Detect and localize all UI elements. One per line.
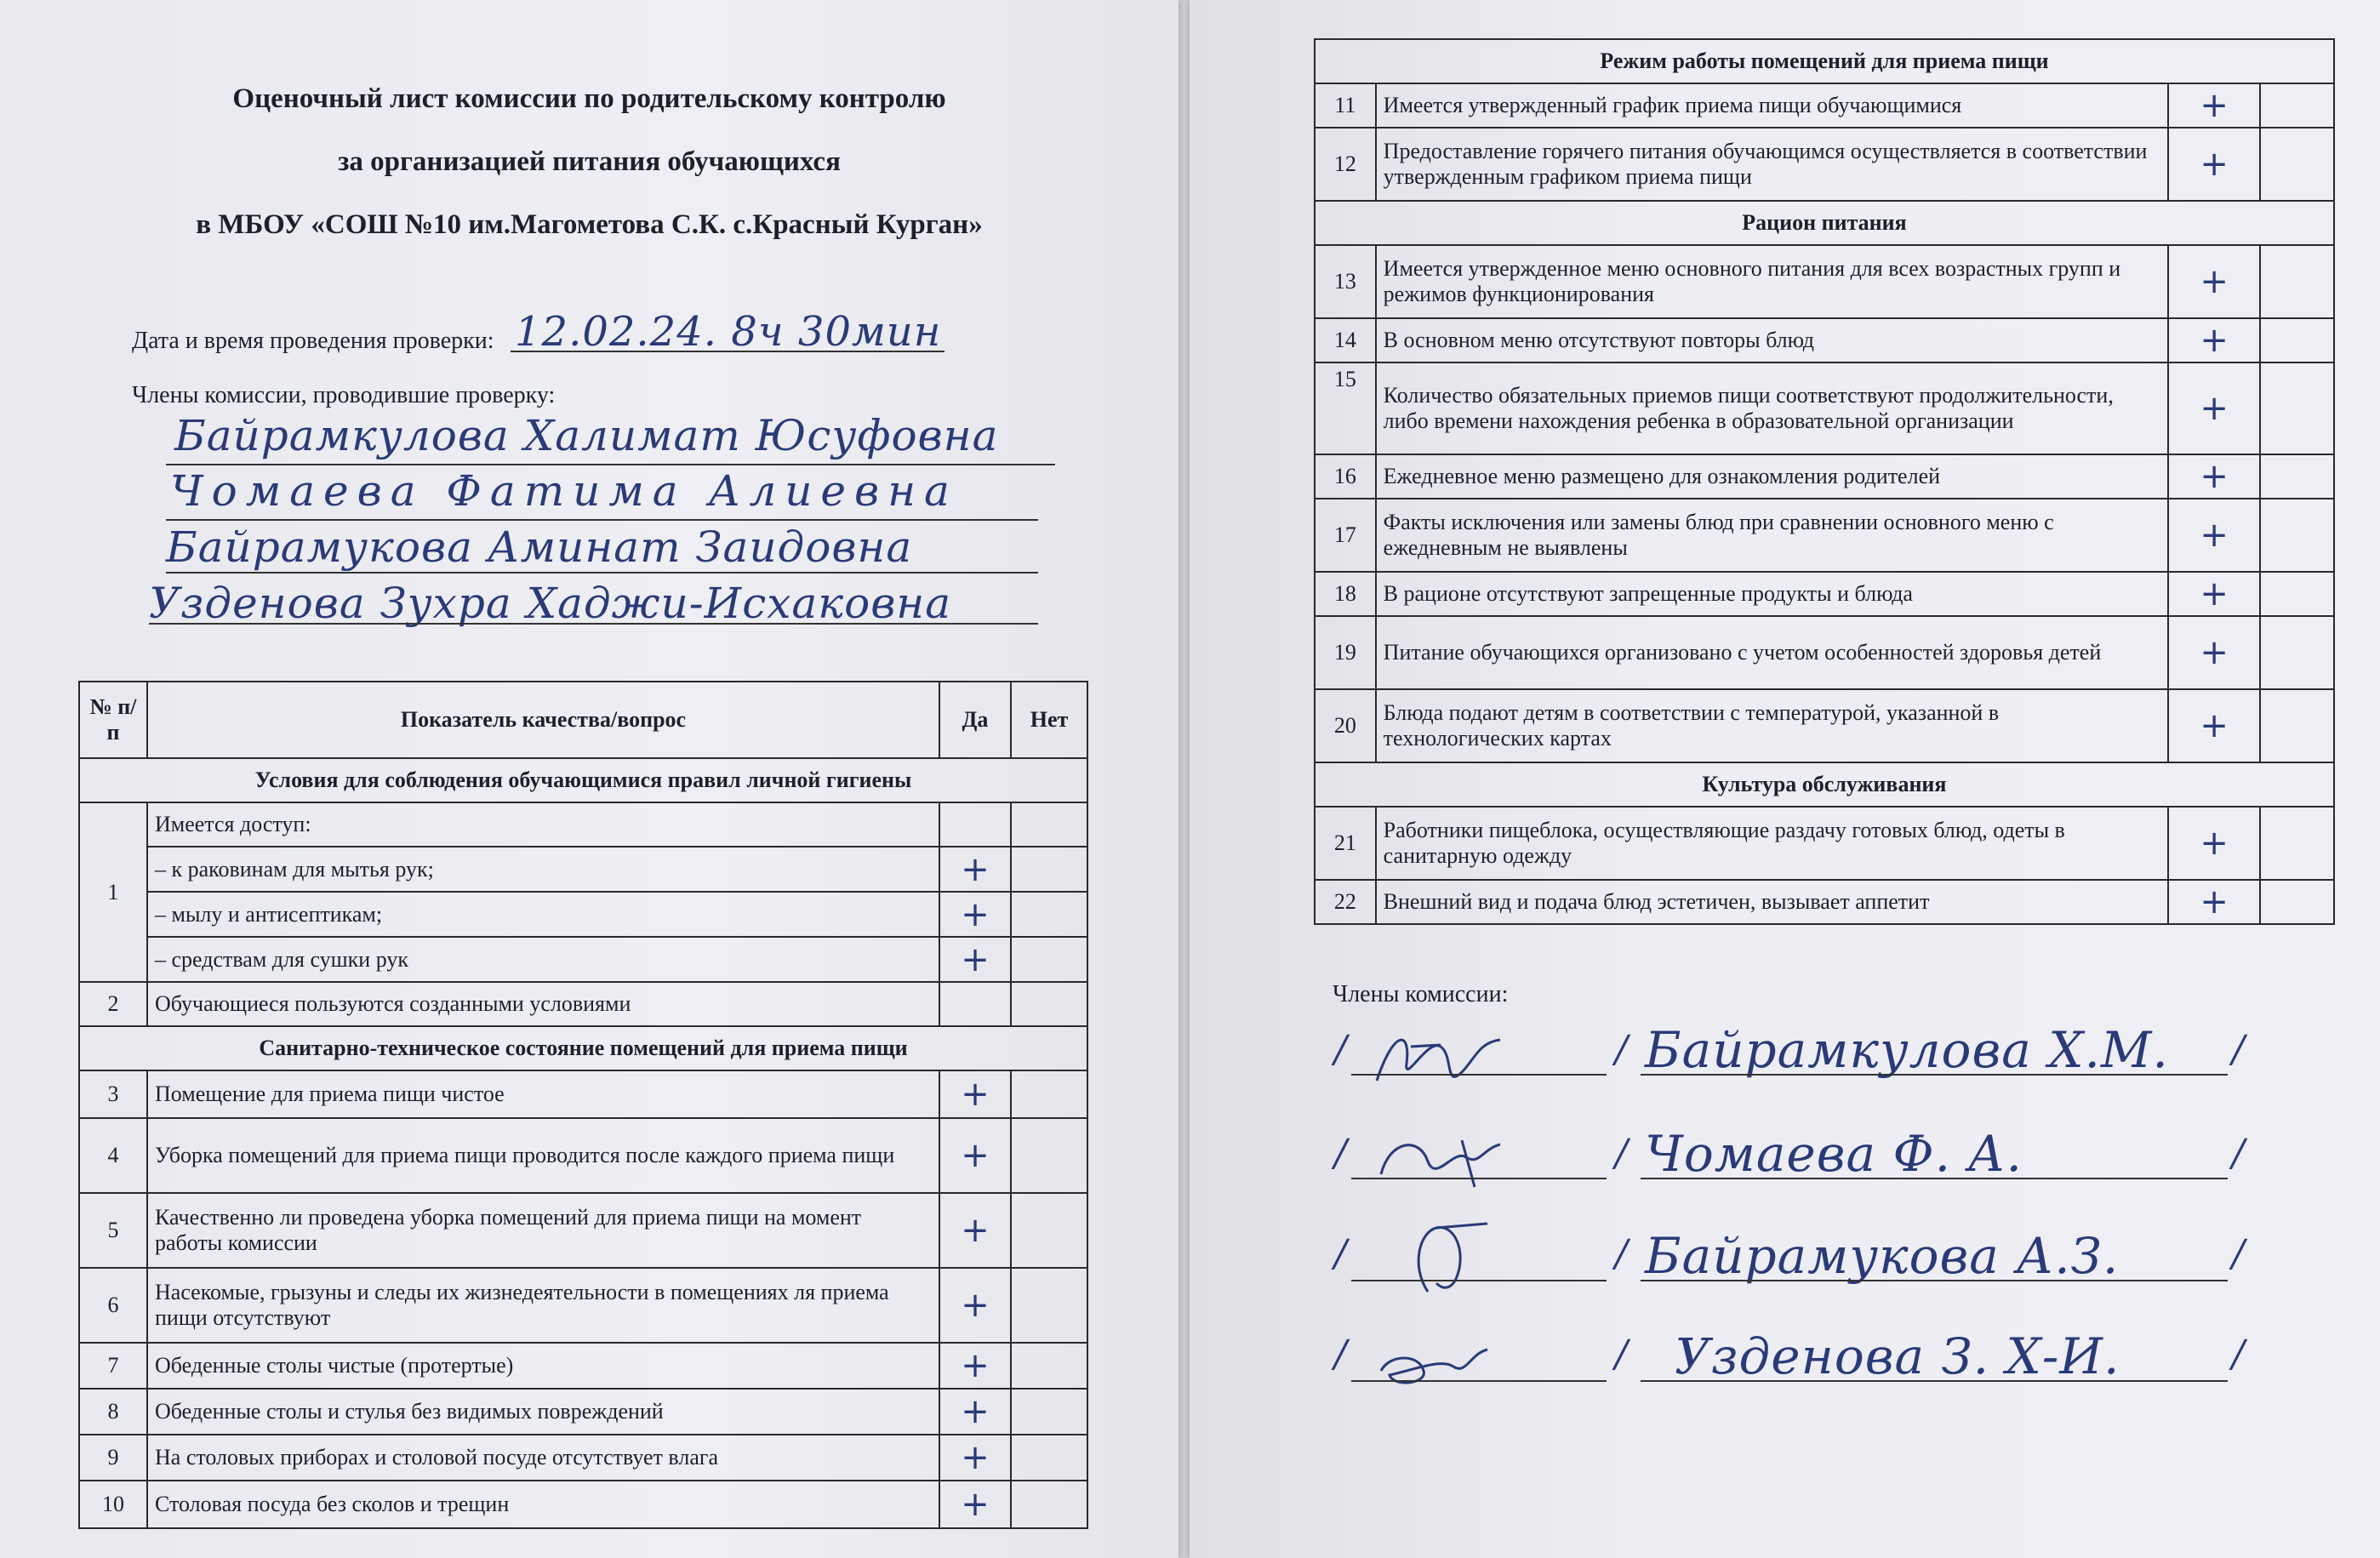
no-cell: [2260, 362, 2334, 454]
col-header-no: Нет: [1011, 682, 1087, 758]
title-line-3: в МБОУ «СОШ №10 им.Магометова С.К. с.Красный Курган»: [196, 209, 983, 240]
row-number: 9: [79, 1435, 147, 1481]
yes-mark: +: [939, 1268, 1011, 1343]
yes-mark: +: [2168, 318, 2260, 362]
row-question: В основном меню отсутствуют повторы блюд: [1376, 318, 2169, 362]
row-number: 2: [79, 982, 147, 1026]
row-question: Факты исключения или замены блюд при сравнении основного меню с ежедневным не выявлены: [1376, 499, 2169, 572]
member-underline-1: [166, 464, 1055, 465]
no-cell: [2260, 499, 2334, 572]
no-cell: [1011, 1435, 1087, 1481]
row-number: 6: [79, 1268, 147, 1343]
member-underline-3: [166, 572, 1038, 574]
signature-scribble-1: [1360, 1021, 1513, 1098]
row-question: Качественно ли проведена уборка помещений для приема пищи на момент работы комиссии: [147, 1193, 939, 1268]
row-question: Количество обязательных приемов пищи соответствуют продолжительности, либо времени нахождения ребенка в образовательной организации: [1376, 362, 2169, 454]
section-header-schedule: Режим работы помещений для приема пищи: [1315, 39, 2334, 83]
no-cell: [2260, 454, 2334, 499]
signature-underline-2: [1351, 1178, 1607, 1179]
no-cell: [1011, 1389, 1087, 1435]
row-question: Предоставление горячего питания обучающимся осуществляется в соответствии утвержденным графиком приема пищи: [1376, 128, 2169, 201]
date-label: Дата и время проведения проверки:: [132, 328, 494, 354]
col-header-question: Показатель качества/вопрос: [147, 682, 939, 758]
title-line-1: Оценочный лист комиссии по родительскому контролю: [232, 83, 946, 114]
no-cell: [2260, 318, 2334, 362]
no-cell: [1011, 1268, 1087, 1343]
yes-mark: +: [939, 1435, 1011, 1481]
yes-mark: +: [939, 1193, 1011, 1268]
signature-row-3: / / Байрамукова А.З. /: [1334, 1224, 2228, 1300]
row-number: 16: [1315, 454, 1376, 499]
yes-mark: +: [2168, 616, 2260, 689]
no-cell: [1011, 1343, 1087, 1389]
row-number: 3: [79, 1070, 147, 1118]
yes-mark: +: [2168, 128, 2260, 201]
no-cell: [1011, 802, 1087, 847]
no-cell: [2260, 689, 2334, 762]
row-question: Уборка помещений для приема пищи проводится после каждого приема пищи: [147, 1118, 939, 1193]
row-question: Питание обучающихся организовано с учетом особенностей здоровья детей: [1376, 616, 2169, 689]
member-handwritten-2: Чомаева Фатима Алиевна: [170, 466, 958, 516]
row-question: Имеется утвержденное меню основного питания для всех возрастных групп и режимов функционирования: [1376, 245, 2169, 318]
row-question: В рационе отсутствуют запрещенные продукты и блюда: [1376, 572, 2169, 616]
section-header-hygiene: Условия для соблюдения обучающимися правил личной гигиены: [79, 758, 1087, 802]
member-handwritten-3: Байрамукова Аминат Заидовна: [166, 522, 913, 572]
row-number: 17: [1315, 499, 1376, 572]
no-cell: [1011, 1118, 1087, 1193]
yes-mark: +: [939, 892, 1011, 937]
no-cell: [2260, 807, 2334, 880]
signature-row-2: / / Чомаева Ф. А. /: [1334, 1123, 2228, 1200]
no-cell: [1011, 892, 1087, 937]
signature-name-4: Узденова З. Х-И.: [1675, 1327, 2120, 1385]
row-subquestion: – мылу и антисептикам;: [147, 892, 939, 937]
no-cell: [1011, 1070, 1087, 1118]
row-question: Обучающиеся пользуются созданными условиями: [147, 982, 939, 1026]
no-cell: [2260, 880, 2334, 924]
no-cell: [1011, 847, 1087, 892]
signatures-label: Члены комиссии:: [1333, 981, 1509, 1007]
signature-name-3: Байрамукова А.З.: [1645, 1227, 2120, 1285]
row-question: Имеется утвержденный график приема пищи обучающимися: [1376, 83, 2169, 128]
row-subquestion: – к раковинам для мытья рук;: [147, 847, 939, 892]
row-number: 1: [79, 802, 147, 982]
date-underline: [511, 351, 945, 352]
row-question: Имеется доступ:: [147, 802, 939, 847]
no-cell: [1011, 1481, 1087, 1528]
name-underline-2: [1641, 1178, 2228, 1179]
col-header-num: № п/п: [79, 682, 147, 758]
yes-mark: +: [2168, 499, 2260, 572]
yes-mark: +: [939, 1343, 1011, 1389]
name-underline-3: [1641, 1280, 2228, 1281]
row-number: 7: [79, 1343, 147, 1389]
row-number: 11: [1315, 83, 1376, 128]
col-header-yes: Да: [939, 682, 1011, 758]
date-value-handwritten: 12.02.24. 8ч 30мин: [515, 308, 942, 356]
no-cell: [2260, 616, 2334, 689]
section-header-ration: Рацион питания: [1315, 201, 2334, 245]
yes-cell: [939, 982, 1011, 1026]
row-question: Столовая посуда без сколов и трещин: [147, 1481, 939, 1528]
row-number: 4: [79, 1118, 147, 1193]
yes-mark: +: [939, 847, 1011, 892]
section-header-service: Культура обслуживания: [1315, 762, 2334, 807]
no-cell: [2260, 83, 2334, 128]
signature-scribble-4: [1360, 1324, 1513, 1401]
left-page: [0, 0, 1179, 1558]
member-underline-2: [166, 519, 1038, 521]
yes-mark: +: [939, 1118, 1011, 1193]
no-cell: [2260, 128, 2334, 201]
no-cell: [1011, 1193, 1087, 1268]
signature-underline-1: [1351, 1074, 1607, 1076]
row-number: 5: [79, 1193, 147, 1268]
name-underline-4: [1641, 1380, 2228, 1382]
row-question: Ежедневное меню размещено для ознакомления родителей: [1376, 454, 2169, 499]
right-page: [1190, 0, 2380, 1558]
row-number: 19: [1315, 616, 1376, 689]
no-cell: [1011, 937, 1087, 982]
row-question: Насекомые, грызуны и следы их жизнедеятельности в помещениях ля приема пищи отсутствуют: [147, 1268, 939, 1343]
signature-row-1: / / Байрамкулова Х.М. /: [1334, 1021, 2228, 1098]
title-line-2: за организацией питания обучающихся: [338, 146, 841, 177]
yes-mark: +: [2168, 362, 2260, 454]
row-question: Обеденные столы и стулья без видимых повреждений: [147, 1389, 939, 1435]
no-cell: [2260, 572, 2334, 616]
signature-name-2: Чомаева Ф. А.: [1645, 1125, 2023, 1183]
signature-name-1: Байрамкулова Х.М.: [1645, 1021, 2169, 1079]
no-cell: [2260, 245, 2334, 318]
row-number: 12: [1315, 128, 1376, 201]
row-number: 18: [1315, 572, 1376, 616]
yes-mark: +: [2168, 572, 2260, 616]
row-number: 13: [1315, 245, 1376, 318]
signature-row-4: / / Узденова З. Х-И. /: [1334, 1324, 2228, 1401]
row-question: На столовых приборах и столовой посуде отсутствует влага: [147, 1435, 939, 1481]
yes-cell: [939, 802, 1011, 847]
row-number: 22: [1315, 880, 1376, 924]
yes-mark: +: [2168, 807, 2260, 880]
section-header-sanitary: Санитарно-техническое состояние помещений для приема пищи: [79, 1026, 1087, 1070]
yes-mark: +: [939, 937, 1011, 982]
yes-mark: +: [939, 1389, 1011, 1435]
member-handwritten-4: Узденова Зухра Хаджи-Исхаковна: [149, 579, 952, 628]
member-underline-4: [149, 623, 1038, 625]
row-question: Помещение для приема пищи чистое: [147, 1070, 939, 1118]
row-number: 14: [1315, 318, 1376, 362]
yes-mark: +: [2168, 245, 2260, 318]
row-question: Блюда подают детям в соответствии с температурой, указанной в технологических картах: [1376, 689, 2169, 762]
evaluation-table-left: [78, 681, 1088, 1529]
evaluation-table-right: [1314, 38, 2335, 925]
row-question: Обеденные столы чистые (протертые): [147, 1343, 939, 1389]
row-question: Внешний вид и подача блюд эстетичен, вызывает аппетит: [1376, 880, 2169, 924]
signature-underline-3: [1351, 1280, 1607, 1281]
yes-mark: +: [939, 1070, 1011, 1118]
name-underline-1: [1641, 1074, 2228, 1076]
members-label: Члены комиссии, проводившие проверку:: [132, 382, 556, 408]
row-number: 15: [1315, 362, 1376, 454]
row-subquestion: – средствам для сушки рук: [147, 937, 939, 982]
signature-scribble-2: [1360, 1123, 1513, 1200]
signature-scribble-3: [1385, 1215, 1513, 1300]
yes-mark: +: [2168, 454, 2260, 499]
yes-mark: +: [2168, 880, 2260, 924]
row-number: 21: [1315, 807, 1376, 880]
yes-mark: +: [939, 1481, 1011, 1528]
yes-mark: +: [2168, 689, 2260, 762]
yes-mark: +: [2168, 83, 2260, 128]
signature-underline-4: [1351, 1380, 1607, 1382]
member-handwritten-1: Байрамкулова Халимат Юсуфовна: [174, 411, 999, 460]
row-number: 10: [79, 1481, 147, 1528]
no-cell: [1011, 982, 1087, 1026]
row-number: 20: [1315, 689, 1376, 762]
row-number: 8: [79, 1389, 147, 1435]
row-question: Работники пищеблока, осуществляющие раздачу готовых блюд, одеты в санитарную одежду: [1376, 807, 2169, 880]
